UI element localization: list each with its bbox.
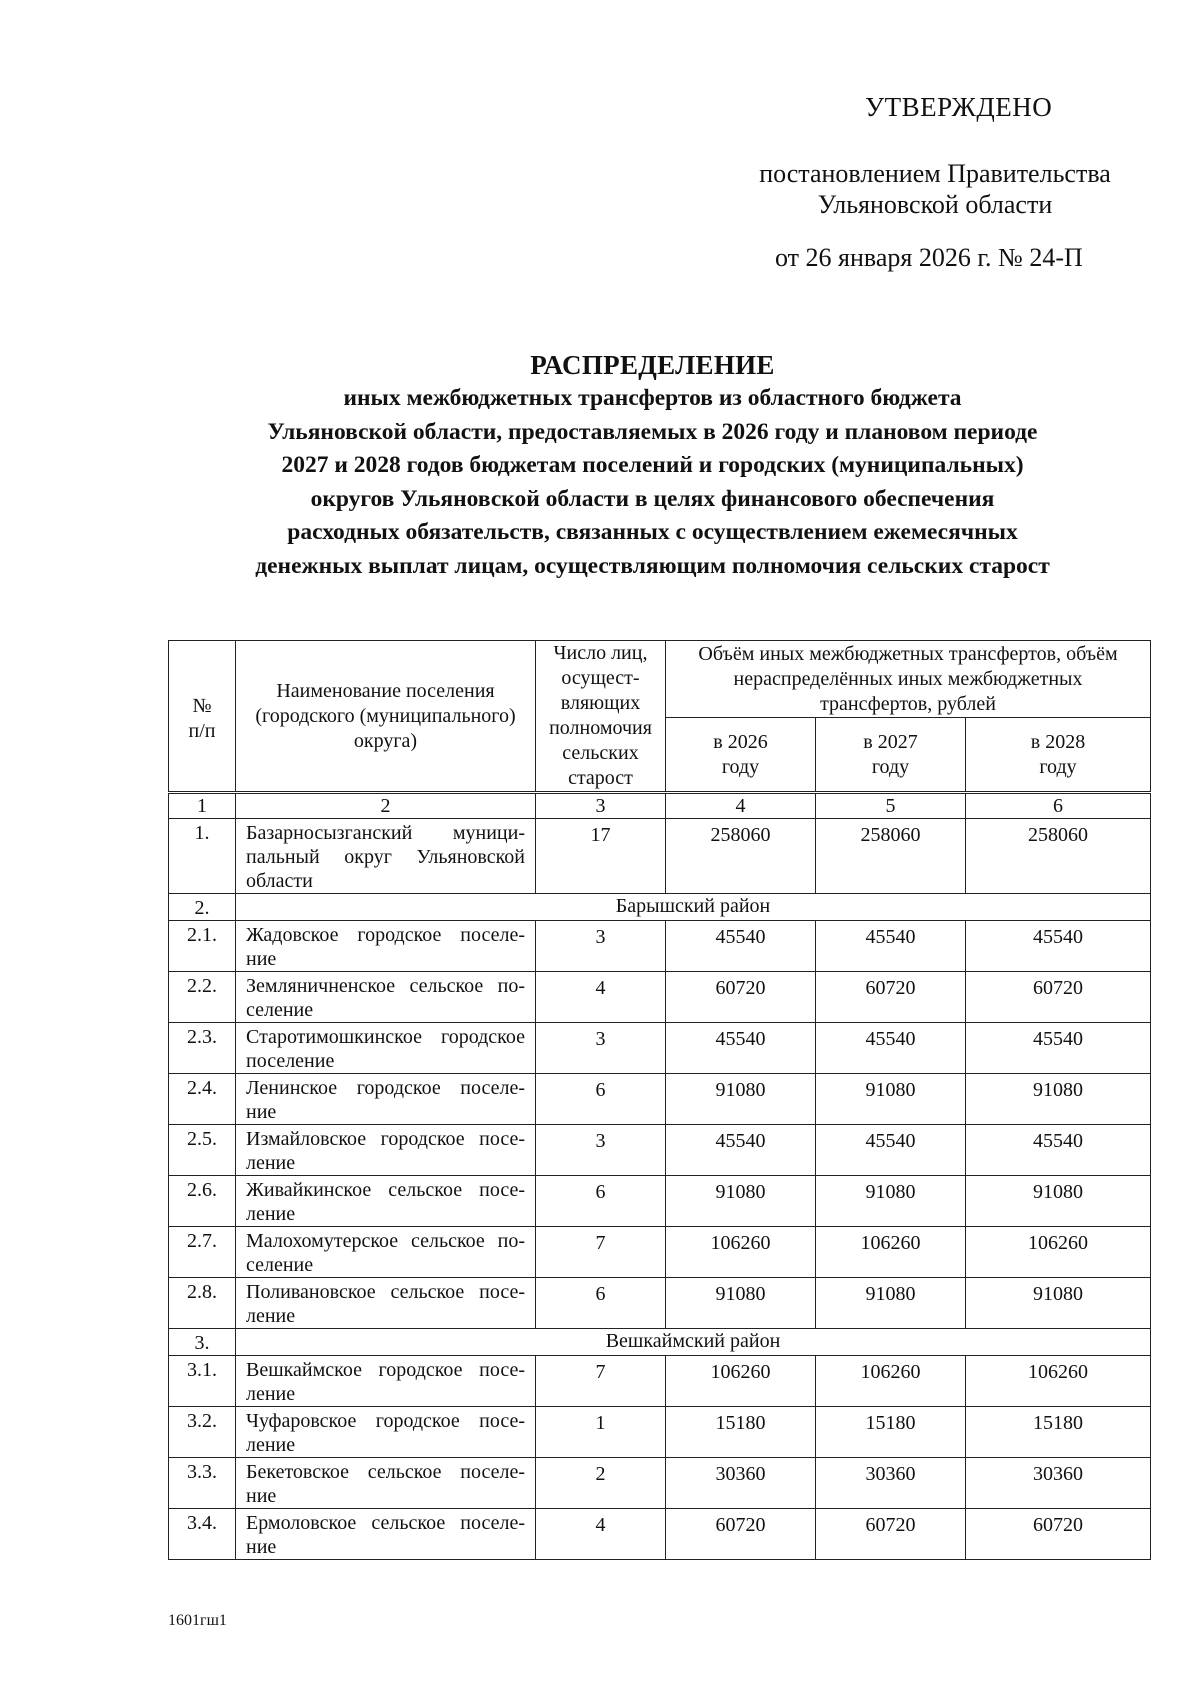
document-title: РАСПРЕДЕЛЕНИЕ [530, 350, 775, 380]
distribution-table [168, 640, 1151, 1560]
settlement-name: Жадовское городское поселе-ние [236, 921, 536, 972]
region-row [169, 894, 1151, 921]
amount-2027: 15180 [816, 1407, 966, 1458]
header-year-2028: в 2028 году [966, 718, 1151, 793]
row-number: 3. [169, 1329, 236, 1356]
amount-2027: 60720 [816, 1509, 966, 1560]
row-number: 1. [169, 819, 236, 894]
column-number: 2 [236, 793, 536, 819]
elder-count: 6 [536, 1074, 666, 1125]
column-number: 5 [816, 793, 966, 819]
elder-count: 6 [536, 1278, 666, 1329]
row-number: 3.4. [169, 1509, 236, 1560]
approval-stamp-label: УТВЕРЖДЕНО [865, 92, 1053, 122]
amount-2026: 60720 [666, 1509, 816, 1560]
amount-2027: 45540 [816, 1125, 966, 1176]
amount-2028: 91080 [966, 1176, 1151, 1227]
row-number: 2.5. [169, 1125, 236, 1176]
header-year-2027: в 2027 году [816, 718, 966, 793]
amount-2026: 91080 [666, 1278, 816, 1329]
table-row [169, 819, 1151, 894]
decree-date: от 26 января 2026 г. № 24-П [775, 243, 1083, 272]
elder-count: 3 [536, 1125, 666, 1176]
table-row [169, 1407, 1151, 1458]
amount-2027: 91080 [816, 1176, 966, 1227]
amount-2028: 60720 [966, 972, 1151, 1023]
amount-2027: 106260 [816, 1356, 966, 1407]
elder-count: 3 [536, 921, 666, 972]
amount-2028: 258060 [966, 819, 1151, 894]
header-number: № п/п [169, 641, 236, 793]
amount-2026: 106260 [666, 1227, 816, 1278]
amount-2026: 45540 [666, 921, 816, 972]
amount-2026: 106260 [666, 1356, 816, 1407]
settlement-name: Базарносызганский муници-пальный округ Ульяновской области [236, 819, 536, 894]
subtitle-line: денежных выплат лицам, осуществляющим полномочия сельских старост [255, 552, 1050, 579]
elder-count: 6 [536, 1176, 666, 1227]
table-row [169, 972, 1151, 1023]
amount-2028: 30360 [966, 1458, 1151, 1509]
table-row [169, 1176, 1151, 1227]
table-row [169, 1509, 1151, 1560]
settlement-name: Земляничненское сельское по-селение [236, 972, 536, 1023]
amount-2027: 30360 [816, 1458, 966, 1509]
table-row [169, 921, 1151, 972]
amount-2028: 91080 [966, 1074, 1151, 1125]
row-number: 2. [169, 894, 236, 921]
amount-2027: 60720 [816, 972, 966, 1023]
column-number: 3 [536, 793, 666, 819]
row-number: 2.8. [169, 1278, 236, 1329]
table-row [169, 1125, 1151, 1176]
amount-2026: 45540 [666, 1125, 816, 1176]
elder-count: 7 [536, 1227, 666, 1278]
subtitle-line: округов Ульяновской области в целях финансового обеспечения [310, 485, 995, 512]
elder-count: 4 [536, 1509, 666, 1560]
subtitle-line: Ульяновской области, предоставляемых в 2026 году и плановом периоде [267, 418, 1038, 445]
decree-line-1: постановлением Правительства [759, 159, 1111, 188]
amount-2027: 45540 [816, 921, 966, 972]
elder-count: 2 [536, 1458, 666, 1509]
amount-2026: 91080 [666, 1074, 816, 1125]
amount-2028: 91080 [966, 1278, 1151, 1329]
amount-2026: 15180 [666, 1407, 816, 1458]
region-row [169, 1329, 1151, 1356]
amount-2028: 45540 [966, 921, 1151, 972]
document-subtitle [160, 382, 1145, 583]
amount-2026: 45540 [666, 1023, 816, 1074]
table-row [169, 1074, 1151, 1125]
column-number-row [169, 793, 1151, 819]
settlement-name: Живайкинское сельское посе-ление [236, 1176, 536, 1227]
row-number: 2.1. [169, 921, 236, 972]
settlement-name: Измайловское городское посе-ление [236, 1125, 536, 1176]
table-row [169, 1278, 1151, 1329]
decree-reference [700, 158, 1170, 220]
column-number: 6 [966, 793, 1151, 819]
amount-2027: 91080 [816, 1278, 966, 1329]
settlement-name: Вешкаймское городское посе-ление [236, 1356, 536, 1407]
amount-2027: 106260 [816, 1227, 966, 1278]
table-row [169, 1227, 1151, 1278]
amount-2028: 60720 [966, 1509, 1151, 1560]
amount-2026: 60720 [666, 972, 816, 1023]
elder-count: 7 [536, 1356, 666, 1407]
amount-2028: 106260 [966, 1227, 1151, 1278]
elder-count: 17 [536, 819, 666, 894]
amount-2026: 91080 [666, 1176, 816, 1227]
amount-2028: 45540 [966, 1125, 1151, 1176]
row-number: 3.3. [169, 1458, 236, 1509]
row-number: 2.6. [169, 1176, 236, 1227]
settlement-name: Поливановское сельское посе-ление [236, 1278, 536, 1329]
region-name: Вешкаймский район [236, 1329, 1151, 1356]
row-number: 3.2. [169, 1407, 236, 1458]
subtitle-line: иных межбюджетных трансфертов из областного бюджета [343, 385, 962, 411]
settlement-name: Ермоловское сельское поселе-ние [236, 1509, 536, 1560]
decree-line-2: Ульяновской области [817, 190, 1053, 219]
row-number: 2.7. [169, 1227, 236, 1278]
subtitle-line: 2027 и 2028 годов бюджетам поселений и городских (муниципальных) [281, 452, 1024, 478]
header-settlement-name: Наименование поселения (городского (муниципального) округа) [236, 641, 536, 793]
settlement-name: Бекетовское сельское поселе-ние [236, 1458, 536, 1509]
row-number: 2.4. [169, 1074, 236, 1125]
amount-2027: 45540 [816, 1023, 966, 1074]
amount-2026: 258060 [666, 819, 816, 894]
table-row [169, 1356, 1151, 1407]
elder-count: 1 [536, 1407, 666, 1458]
table-row [169, 1023, 1151, 1074]
elder-count: 4 [536, 972, 666, 1023]
subtitle-line: расходных обязательств, связанных с осуществлением ежемесячных [287, 519, 1018, 545]
amount-2028: 106260 [966, 1356, 1151, 1407]
amount-2028: 15180 [966, 1407, 1151, 1458]
document-code: 1601гш1 [168, 1612, 227, 1629]
settlement-name: Ленинское городское поселе-ние [236, 1074, 536, 1125]
column-number: 4 [666, 793, 816, 819]
row-number: 3.1. [169, 1356, 236, 1407]
settlement-name: Старотимошкинское городское поселение [236, 1023, 536, 1074]
row-number: 2.2. [169, 972, 236, 1023]
column-number: 1 [169, 793, 236, 819]
row-number: 2.3. [169, 1023, 236, 1074]
header-year-2026: в 2026 году [666, 718, 816, 793]
amount-2027: 91080 [816, 1074, 966, 1125]
elder-count: 3 [536, 1023, 666, 1074]
header-elder-count: Число лиц, осущест-вляющих полномочия сельских старост [536, 641, 666, 793]
table-row [169, 1458, 1151, 1509]
header-transfer-volume: Объём иных межбюджетных трансфертов, объём нераспределённых иных межбюджетных трансфертов, рублей [666, 641, 1151, 718]
amount-2027: 258060 [816, 819, 966, 894]
settlement-name: Малохомутерское сельское по-селение [236, 1227, 536, 1278]
region-name: Барышский район [236, 894, 1151, 921]
amount-2026: 30360 [666, 1458, 816, 1509]
settlement-name: Чуфаровское городское посе-ление [236, 1407, 536, 1458]
amount-2028: 45540 [966, 1023, 1151, 1074]
